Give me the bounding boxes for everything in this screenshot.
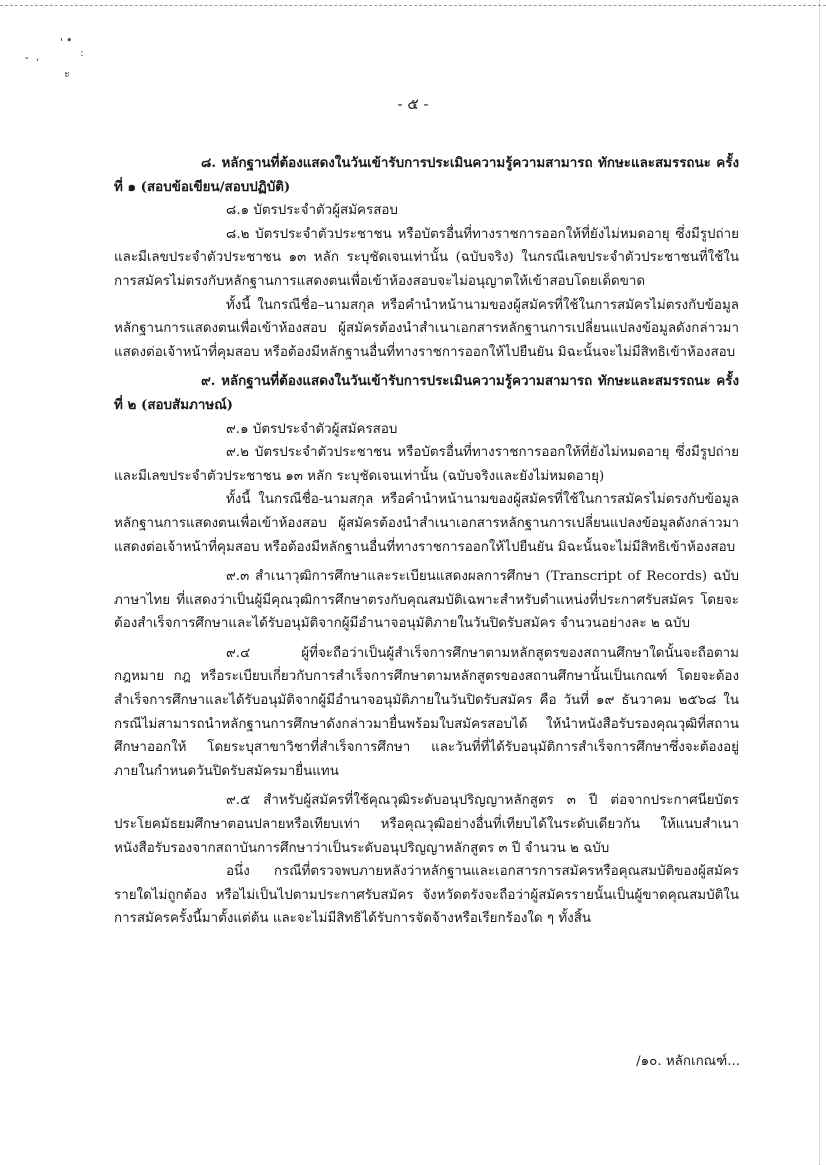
item-8-2: ๘.๒ บัตรประจำตัวประชาชน หรือบัตรอื่นที่ทางราชการออกให้ที่ยังไม่หมดอายุ ซึ่งมีรูปถ่าย และมีเลขประจำตัวประชาชน ๑๓ หลัก ระบุชัดเจนเท่านั้น (ฉบับจริง) ในกรณีเลขประจำตัวประชาชนที่ใช้ในการสมัครไม่ตรงกับหลักฐานการแสดงตนเพื่อเข้าห้องสอบจะไม่อนุญาตให้เข้าสอบโดยเด็ดขาด <box>114 226 739 289</box>
document-body <box>114 152 739 931</box>
item-8-1: ๘.๑ บัตรประจำตัวผู้สมัครสอบ <box>226 203 398 219</box>
item-9-1: ๙.๑ บัตรประจำตัวผู้สมัครสอบ <box>226 421 398 437</box>
page-number: - ๕ - <box>397 95 429 113</box>
item-9-note: ทั้งนี้ ในกรณีชื่อ-นามสกุล หรือคำนำหน้านามของผู้สมัครที่ใช้ในการสมัครไม่ตรงกับข้อมูลหลักฐานการแสดงตนเพื่อเข้าห้องสอบ ผู้สมัครต้องนำสำเนาเอกสารหลักฐานการเปลี่ยนแปลงข้อมูลดังกล่าวมาแสดงต่อเจ้าหน้าที่คุมสอบ หรือต้องมีหลักฐานอื่นที่ทางราชการออกให้ไปยืนยัน มิฉะนั้นจะไม่มีสิทธิเข้าห้องสอบ <box>114 492 739 555</box>
section-9-heading: ๙. หลักฐานที่ต้องแสดงในวันเข้ารับการประเมินความรู้ความสามารถ ทักษะและสมรรถนะ ครั้งที่ ๒ (สอบสัมภาษณ์) <box>114 373 739 413</box>
closing-note: อนึ่ง กรณีที่ตรวจพบภายหลังว่าหลักฐานและเอกสารการสมัครหรือคุณสมบัติของผู้สมัครรายใดไม่ถูกต้อง หรือไม่เป็นไปตามประกาศรับสมัคร จังหวัดตรังจะถือว่าผู้สมัครรายนั้นเป็นผู้ขาดคุณสมบัติในการสมัครครั้งนี้มาตั้งแต่ต้น และจะไม่มีสิทธิได้รับการจัดจ้างหรือเรียกร้องใด ๆ ทั้งสิ้น <box>114 864 739 927</box>
section-8-heading: ๘. หลักฐานที่ต้องแสดงในวันเข้ารับการประเมินความรู้ความสามารถ ทักษะและสมรรถนะ ครั้งที่ ๑ (สอบข้อเขียน/สอบปฏิบัติ) <box>114 155 739 195</box>
scan-border-right <box>819 0 820 1165</box>
item-9-5: ๙.๕ สำหรับผู้สมัครที่ใช้คุณวุฒิระดับอนุปริญญาหลักสูตร ๓ ปี ต่อจากประกาศนียบัตรประโยคมัธยมศึกษาตอนปลายหรือเทียบเท่า หรือคุณวุฒิอย่างอื่นที่เทียบได้ในระดับเดียวกัน ให้แนบสำเนาหนังสือรับรองจากสถาบันการศึกษาว่าเป็นระดับอนุปริญญาหลักสูตร ๓ ปี จำนวน ๒ ฉบับ <box>114 793 739 856</box>
continuation-footer: /๑๐. หลักเกณฑ์... <box>636 1054 740 1069</box>
scan-border-top <box>0 5 826 6</box>
item-9-4: ๙.๔ ผู้ที่จะถือว่าเป็นผู้สำเร็จการศึกษาตามหลักสูตรของสถานศึกษาใดนั้นจะถือตามกฎหมาย กฎ หรือระเบียบเกี่ยวกับการสำเร็จการศึกษาตามหลักสูตรของสถานศึกษานั้นเป็นเกณฑ์ โดยจะต้องสำเร็จการศึกษาและได้รับอนุมัติจากผู้มีอำนาจอนุมัติภายในวันปิดรับสมัคร คือ วันที่ ๑๙ ธันวาคม ๒๕๖๘ ในกรณีไม่สามารถนำหลักฐานการศึกษาดังกล่าวมายื่นพร้อมใบสมัครสอบได้ ให้นำหนังสือรับรองคุณวุฒิที่สถานศึกษาออกให้ โดยระบุสาขาวิชาที่สำเร็จการศึกษา และวันที่ที่ได้รับอนุมัติการสำเร็จการศึกษาซึ่งจะต้องอยู่ภายในกำหนดวันปิดรับสมัครมายื่นแทน <box>114 645 739 779</box>
item-9-3: ๙.๓ สำเนาวุฒิการศึกษาและระเบียนแสดงผลการศึกษา (Transcript of Records) ฉบับภาษาไทย ที่แสดงว่าเป็นผู้มีคุณวุฒิการศึกษาตรงกับคุณสมบัติเฉพาะสำหรับตำแหน่งที่ประกาศรับสมัคร โดยจะต้องสำเร็จการศึกษาและได้รับอนุมัติจากผู้มีอำนาจอนุมัติภายในวันปิดรับสมัคร จำนวนอย่างละ ๒ ฉบับ <box>114 569 739 632</box>
item-8-note: ทั้งนี้ ในกรณีชื่อ–นามสกุล หรือคำนำหน้านามของผู้สมัครที่ใช้ในการสมัครไม่ตรงกับข้อมูลหลักฐานการแสดงตนเพื่อเข้าห้องสอบ ผู้สมัครต้องนำสำเนาเอกสารหลักฐานการเปลี่ยนแปลงข้อมูลดังกล่าวมาแสดงต่อเจ้าหน้าที่คุมสอบ หรือต้องมีหลักฐานอื่นที่ทางราชการออกให้ไปยืนยัน มิฉะนั้นจะไม่มีสิทธิเข้าห้องสอบ <box>114 297 739 360</box>
item-9-2: ๙.๒ บัตรประจำตัวประชาชน หรือบัตรอื่นที่ทางราชการออกให้ที่ยังไม่หมดอายุ ซึ่งมีรูปถ่าย และมีเลขประจำตัวประชาชน ๑๓ หลัก ระบุชัดเจนเท่านั้น (ฉบับจริงและยังไม่หมดอายุ) <box>114 445 739 484</box>
scan-specks: ' • : ˇ , ะ <box>24 34 84 80</box>
